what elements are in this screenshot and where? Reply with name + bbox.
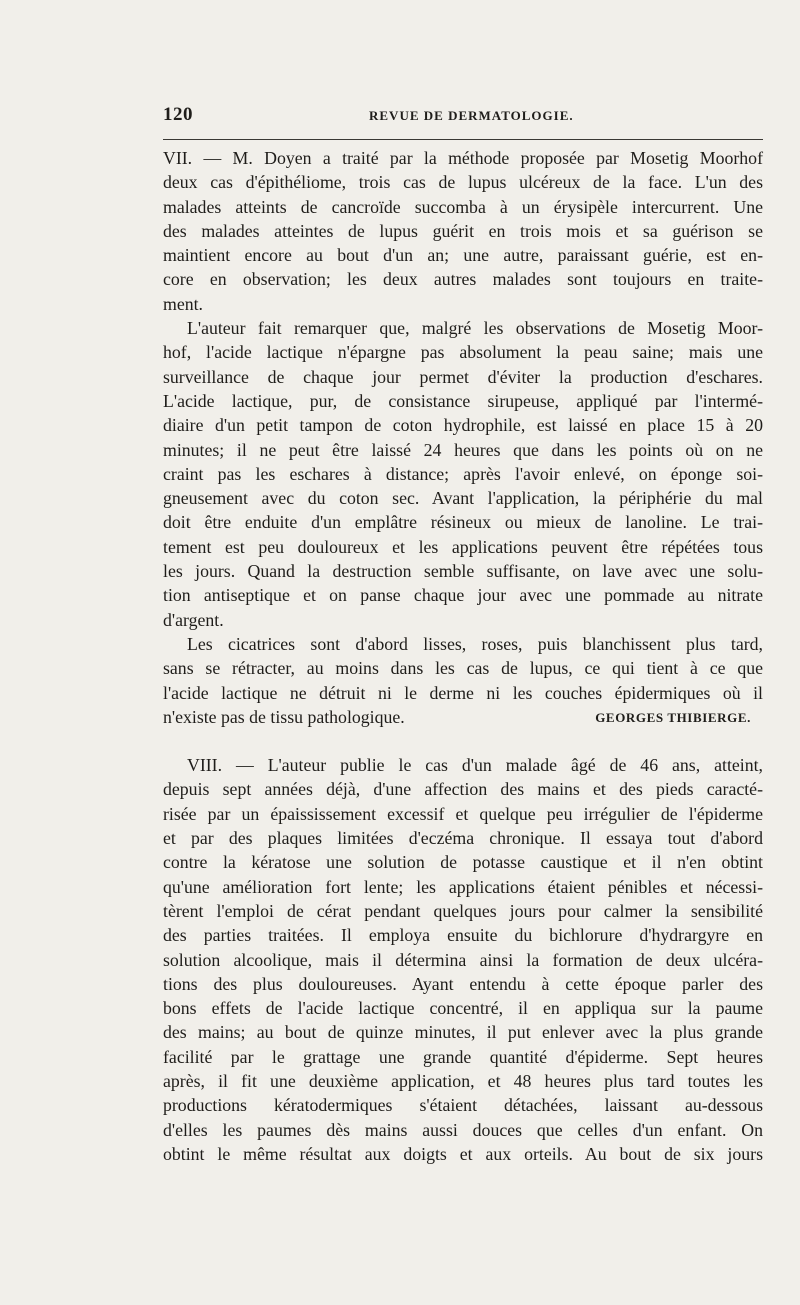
- text-line: d'elles les paumes dès mains aussi douces que celles d'un enfant. On: [163, 1119, 763, 1140]
- signed-line: [163, 705, 763, 729]
- text-line: surveillance de chaque jour permet d'éviter la production d'eschares.: [163, 366, 763, 387]
- text-line: deux cas d'épithéliome, trois cas de lupus ulcéreux de la face. L'un des: [163, 172, 763, 193]
- text-line: d'argent.: [163, 609, 224, 630]
- text-line: contre la kératose une solution de potasse caustique et il n'en obtint: [163, 852, 763, 873]
- text-line: des mains; au bout de quinze minutes, il put enlever avec la plus grande: [163, 1022, 763, 1043]
- text-line: VIII. — L'auteur publie le cas d'un malade âgé de 46 ans, atteint,: [187, 755, 763, 776]
- text-line: malades atteints de cancroïde succomba à un érysipèle intercurrent. Une: [163, 196, 763, 217]
- text-line: core en observation; les deux autres malades sont toujours en traite-: [163, 269, 763, 290]
- text-line: productions kératodermiques s'étaient détachées, laissant au-dessous: [163, 1095, 763, 1116]
- header-rule: [163, 139, 763, 140]
- text-line: depuis sept années déjà, d'une affection des mains et des pieds caracté-: [163, 779, 763, 800]
- text-line: maintient encore au bout d'un an; une autre, paraissant guérie, est en-: [163, 245, 763, 266]
- text-line: après, il fit une deuxième application, et 48 heures plus tard toutes les: [163, 1070, 763, 1091]
- section-vii: [163, 146, 763, 729]
- text-line: bons effets de l'acide lactique concentré, il en appliqua sur la paume: [163, 998, 763, 1019]
- body-text: [163, 146, 763, 1166]
- text-line: ment.: [163, 293, 203, 314]
- text-line: risée par un épaississement excessif et quelque peu irrégulier de l'épiderme: [163, 803, 763, 824]
- text-line: L'auteur fait remarquer que, malgré les observations de Mosetig Moor-: [187, 318, 763, 339]
- text-line: Les cicatrices sont d'abord lisses, roses, puis blanchissent plus tard,: [187, 633, 763, 654]
- text-line: sans se rétracter, au moins dans les cas de lupus, ce qui tient à ce que: [163, 658, 763, 679]
- page-header: [163, 104, 763, 130]
- text-line: n'existe pas de tissu pathologique.: [163, 706, 405, 727]
- text-line: les jours. Quand la destruction semble suffisante, on lave avec une solu-: [163, 561, 763, 582]
- text-line: solution alcoolique, mais il détermina ainsi la formation de deux ulcéra-: [163, 949, 763, 970]
- section-gap: [163, 729, 763, 753]
- text-line: L'acide lactique, pur, de consistance sirupeuse, appliqué par l'intermé-: [163, 390, 763, 411]
- text-line: diaire d'un petit tampon de coton hydrophile, est laissé en place 15 à 20: [163, 415, 763, 436]
- text-line: et par des plaques limitées d'eczéma chronique. Il essaya tout d'abord: [163, 828, 763, 849]
- text-line: craint pas les eschares à distance; après l'avoir enlevé, on éponge soi-: [163, 463, 763, 484]
- section-viii: [163, 753, 763, 1166]
- text-line: tement est peu douloureux et les applications peuvent être répétées tous: [163, 536, 763, 557]
- text-line: des malades atteintes de lupus guérit en trois mois et sa guérison se: [163, 220, 763, 241]
- text-line: obtint le même résultat aux doigts et aux orteils. Au bout de six jours: [163, 1143, 763, 1164]
- text-line: VII. — M. Doyen a traité par la méthode proposée par Mosetig Moorhof: [163, 148, 763, 168]
- text-line: gneusement avec du coton sec. Avant l'application, la périphérie du mal: [163, 488, 763, 509]
- text-line: tions des plus douloureuses. Ayant entendu à cette époque parler des: [163, 973, 763, 994]
- page-number: 120: [163, 104, 193, 125]
- text-line: l'acide lactique ne détruit ni le derme ni les couches épidermiques où il: [163, 682, 763, 703]
- text-line: des parties traitées. Il employa ensuite du bichlorure d'hydrargyre en: [163, 925, 763, 946]
- text-line: qu'une amélioration fort lente; les applications étaient pénibles et nécessi-: [163, 876, 763, 897]
- author-signature: GEORGES THIBIERGE.: [595, 709, 751, 725]
- text-line: hof, l'acide lactique n'épargne pas absolument la peau saine; mais une: [163, 342, 763, 363]
- text-line: doit être enduite d'un emplâtre résineux ou mieux de lanoline. Le trai-: [163, 512, 763, 533]
- running-title: REVUE DE DERMATOLOGIE.: [369, 108, 574, 123]
- text-line: facilité par le grattage une grande quantité d'épiderme. Sept heures: [163, 1046, 763, 1067]
- text-line: tion antiseptique et on panse chaque jour avec une pommade au nitrate: [163, 585, 763, 606]
- text-line: tèrent l'emploi de cérat pendant quelques jours pour calmer la sensibilité: [163, 900, 763, 921]
- text-line: minutes; il ne peut être laissé 24 heures que dans les points où on ne: [163, 439, 763, 460]
